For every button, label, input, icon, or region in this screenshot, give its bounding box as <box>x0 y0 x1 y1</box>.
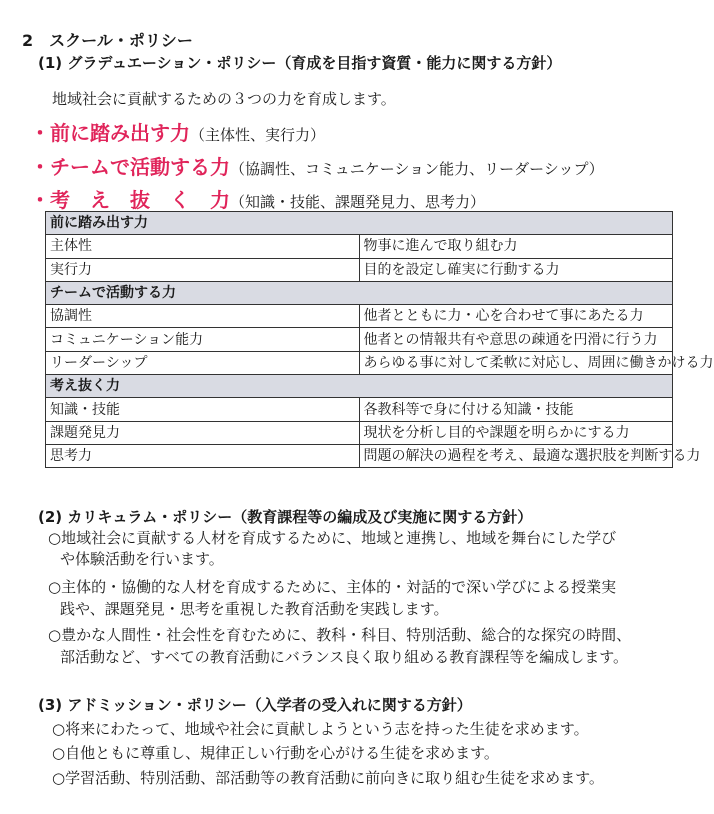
curriculum-item-line: ○主体的・協働的な人材を育成するために、主体的・対話的で深い学びによる授業実 <box>48 578 617 596</box>
admission-item: ○将来にわたって、地域や社会に貢献しようという志を持った生徒を求めます。 <box>52 720 589 738</box>
table-key: 主体性 <box>46 235 360 258</box>
table-row <box>46 258 673 281</box>
table-key: 協調性 <box>46 305 360 328</box>
table-value: 他者とともに力・心を合わせて事にあたる力 <box>359 305 673 328</box>
table-section-row <box>46 212 673 235</box>
table-value: 各教科等で身に付ける知識・技能 <box>359 398 673 421</box>
section-heading: 2 スクール・ポリシー <box>22 31 193 50</box>
power-name: チームで活動する力 <box>50 155 230 179</box>
power-name: 考 え 抜 く 力 <box>50 188 230 212</box>
table-row <box>46 305 673 328</box>
table-section-label: 前に踏み出す力 <box>46 212 673 235</box>
table-value: 他者との情報共有や意思の疎通を円滑に行う力 <box>359 328 673 351</box>
power-item <box>30 184 485 213</box>
power-detail: （知識・技能、課題発見力、思考力） <box>230 193 486 211</box>
curriculum-item-line: や体験活動を行います。 <box>60 550 224 568</box>
table-value: 物事に進んで取り組む力 <box>359 235 673 258</box>
table-value: 目的を設定し確実に行動する力 <box>359 258 673 281</box>
table-section-row <box>46 375 673 398</box>
table-row <box>46 351 673 374</box>
graduation-policy-title: (1) グラデュエーション・ポリシー（育成を目指す資質・能力に関する方針） <box>38 54 562 72</box>
curriculum-item-line: 部活動など、すべての教育活動にバランス良く取り組める教育課程等を編成します。 <box>60 648 629 666</box>
table-key: コミュニケーション能力 <box>46 328 360 351</box>
table-section-label: 考え抜く力 <box>46 375 673 398</box>
table-key: 知識・技能 <box>46 398 360 421</box>
bullet-dot: ・ <box>30 155 50 179</box>
bullet-dot: ・ <box>30 188 50 212</box>
table-value: 問題の解決の過程を考え、最適な選択肢を判断する力 <box>359 444 673 467</box>
table-value: あらゆる事に対して柔軟に対応し、周囲に働きかける力 <box>359 351 673 374</box>
table-row <box>46 328 673 351</box>
table-key: リーダーシップ <box>46 351 360 374</box>
admission-item: ○学習活動、特別活動、部活動等の教育活動に前向きに取り組む生徒を求めます。 <box>52 769 604 787</box>
admission-item: ○自他ともに尊重し、規律正しい行動を心がける生徒を求めます。 <box>52 744 499 762</box>
table-row <box>46 444 673 467</box>
curriculum-policy-title: (2) カリキュラム・ポリシー（教育課程等の編成及び実施に関する方針） <box>38 508 533 526</box>
table-row <box>46 421 673 444</box>
ability-table <box>45 211 714 468</box>
table-section-row <box>46 281 673 304</box>
table-row <box>46 398 673 421</box>
power-detail: （協調性、コミュニケーション能力、リーダーシップ） <box>230 160 604 178</box>
curriculum-item-line: 践や、課題発見・思考を重視した教育活動を実践します。 <box>60 600 449 618</box>
power-item <box>30 151 604 180</box>
bullet-dot: ・ <box>30 121 50 145</box>
graduation-intro: 地域社会に貢献するための３つの力を育成します。 <box>52 90 396 108</box>
admission-policy-title: (3) アドミッション・ポリシー（入学者の受入れに関する方針） <box>38 696 472 714</box>
curriculum-item-line: ○地域社会に貢献する人材を育成するために、地域と連携し、地域を舞台にした学び <box>48 529 617 547</box>
table-value: 現状を分析し目的や課題を明らかにする力 <box>359 421 673 444</box>
curriculum-item-line: ○豊かな人間性・社会性を育むために、教科・科目、特別活動、総合的な探究の時間、 <box>48 626 632 644</box>
power-detail: （主体性、実行力） <box>190 126 326 144</box>
table-section-label: チームで活動する力 <box>46 281 673 304</box>
power-item <box>30 117 325 146</box>
table-row <box>46 235 673 258</box>
table-key: 思考力 <box>46 444 360 467</box>
table-key: 課題発見力 <box>46 421 360 444</box>
power-name: 前に踏み出す力 <box>50 121 190 145</box>
table-key: 実行力 <box>46 258 360 281</box>
